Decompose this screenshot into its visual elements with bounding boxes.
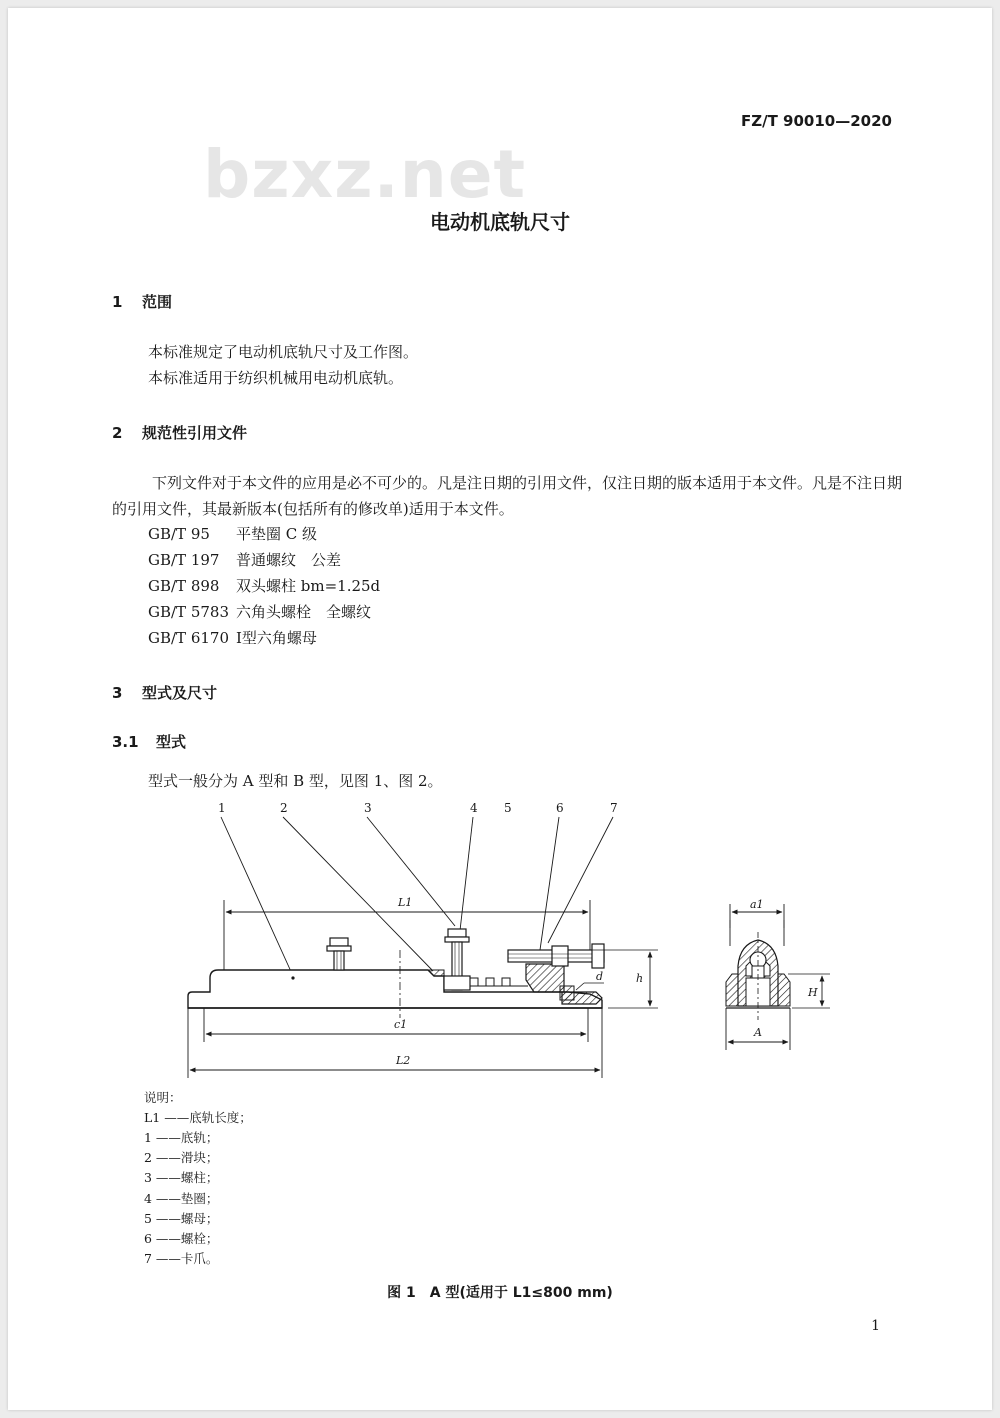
dim-a1: a1 — [750, 898, 764, 911]
callout-5: 5 — [504, 801, 512, 815]
legend-title: 说明： — [144, 1090, 182, 1105]
section-number: 3 — [112, 684, 123, 702]
types-text: 型式一般分为 A 型和 B 型，见图 1、图 2。 — [148, 772, 443, 790]
legend-item: 6 ——螺栓； — [144, 1231, 219, 1246]
dim-h: h — [636, 972, 644, 985]
dim-A: A — [754, 1026, 762, 1039]
dim-c1: c1 — [394, 1018, 408, 1031]
dim-L2: L2 — [396, 1054, 411, 1067]
document-page — [8, 8, 992, 1410]
legend-item: 2 ——滑块； — [144, 1150, 219, 1165]
scope-line-1: 本标准规定了电动机底轨尺寸及工作图。 — [148, 343, 419, 361]
callout-6: 6 — [556, 801, 564, 815]
references-paragraph: 下列文件对于本文件的应用是必不可少的。凡是注日期的引用文件，仅注日期的版本适用于本文件。凡是不注日期的引用文件，其最新版本(包括所有的修改单)适用于本文件。 — [112, 474, 903, 518]
callout-3: 3 — [364, 801, 372, 815]
clamp-claw — [562, 992, 602, 1004]
legend-item: 4 ——垫圈； — [144, 1191, 219, 1206]
legend-item: 1 ——底轨； — [144, 1130, 219, 1145]
reference-title: Ⅰ型六角螺母 — [236, 629, 317, 647]
section-title: 范围 — [142, 293, 173, 311]
section-title: 型式及尺寸 — [142, 684, 218, 702]
reference-code: GB/T 95 — [148, 525, 210, 543]
stud-bolt-left — [327, 938, 351, 970]
legend-item: 3 ——螺柱； — [144, 1170, 219, 1185]
section-title: 规范性引用文件 — [142, 424, 248, 442]
page-title: 电动机底轨尺寸 — [430, 210, 570, 234]
callout-4: 4 — [470, 801, 478, 815]
side-section-view — [726, 898, 830, 1050]
callout-7: 7 — [610, 801, 618, 815]
callout-2: 2 — [280, 801, 288, 815]
reference-title: 平垫圈 C 级 — [236, 525, 318, 543]
scope-line-2: 本标准适用于纺织机械用电动机底轨。 — [148, 369, 404, 387]
reference-code: GB/T 5783 — [148, 603, 230, 621]
reference-code: GB/T 898 — [148, 577, 220, 595]
section-number: 2 — [112, 424, 123, 442]
reference-title: 六角头螺栓 全螺纹 — [236, 603, 372, 621]
reference-code: GB/T 6170 — [148, 629, 230, 647]
section-number: 3.1 — [112, 733, 139, 751]
section-number: 1 — [112, 293, 123, 311]
callout-1: 1 — [218, 801, 226, 815]
legend-item: 7 ——卡爪。 — [144, 1251, 219, 1266]
dim-d: d — [596, 970, 604, 983]
reference-code: GB/T 197 — [148, 551, 220, 569]
dim-H: H — [808, 986, 818, 999]
slider-block — [526, 964, 564, 992]
reference-title: 双头螺柱 bm=1.25d — [236, 577, 381, 595]
legend-item: 5 ——螺母； — [144, 1211, 219, 1226]
dim-L1: L1 — [398, 896, 413, 909]
legend-item: L1 ——底轨长度； — [144, 1110, 252, 1125]
page-number: 1 — [871, 1318, 880, 1334]
figure-caption: 图 1 A 型(适用于 L1≤800 mm) — [387, 1285, 613, 1301]
watermark: bzxz.net — [203, 136, 527, 213]
section-title: 型式 — [156, 733, 187, 751]
reference-title: 普通螺纹 公差 — [236, 551, 342, 569]
stud-bolt-center — [444, 929, 470, 990]
document-number: FZ/T 90010—2020 — [741, 112, 892, 130]
